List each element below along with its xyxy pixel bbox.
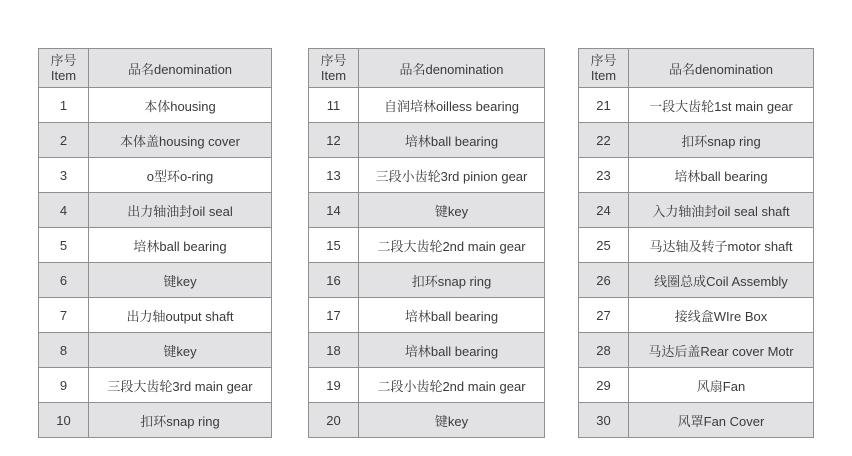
item-number-cell: 23: [579, 158, 629, 193]
denomination-cell: 培林ball bearing: [89, 228, 272, 263]
table-row: [39, 88, 272, 123]
item-number-cell: 26: [579, 263, 629, 298]
table-row: [39, 158, 272, 193]
item-column-header: [579, 49, 629, 88]
denomination-column-header: 品名denomination: [359, 49, 545, 88]
table-row: [579, 193, 814, 228]
table-row: [309, 403, 545, 438]
item-number-cell: 19: [309, 368, 359, 403]
denomination-cell: 扣环snap ring: [629, 123, 814, 158]
denomination-cell: 二段大齿轮2nd main gear: [359, 228, 545, 263]
item-header-en: Item: [320, 68, 347, 83]
denomination-cell: 线圈总成Coil Assembly: [629, 263, 814, 298]
item-number-cell: 22: [579, 123, 629, 158]
parts-table-items-21-30: [578, 48, 814, 438]
item-number-cell: 6: [39, 263, 89, 298]
table-row: [579, 333, 814, 368]
table-row: [579, 368, 814, 403]
table-row: [39, 403, 272, 438]
denomination-cell: 一段大齿轮1st main gear: [629, 88, 814, 123]
denomination-column-header: 品名denomination: [89, 49, 272, 88]
item-column-header: [39, 49, 89, 88]
item-number-cell: 20: [309, 403, 359, 438]
item-header-cn: 序号: [320, 53, 347, 68]
item-header-en: Item: [590, 68, 617, 83]
table-row: [39, 368, 272, 403]
item-number-cell: 4: [39, 193, 89, 228]
table-row: [39, 298, 272, 333]
denomination-cell: 培林ball bearing: [359, 333, 545, 368]
item-number-cell: 25: [579, 228, 629, 263]
item-number-cell: 11: [309, 88, 359, 123]
item-number-cell: 9: [39, 368, 89, 403]
table-row: [579, 123, 814, 158]
denomination-cell: 本体盖housing cover: [89, 123, 272, 158]
table-row: [309, 228, 545, 263]
item-number-cell: 14: [309, 193, 359, 228]
table-row: [39, 193, 272, 228]
denomination-cell: 二段小齿轮2nd main gear: [359, 368, 545, 403]
denomination-cell: 风扇Fan: [629, 368, 814, 403]
item-number-cell: 15: [309, 228, 359, 263]
denomination-cell: 本体housing: [89, 88, 272, 123]
table-row: [39, 333, 272, 368]
item-number-cell: 17: [309, 298, 359, 333]
table-row: [579, 158, 814, 193]
item-number-cell: 21: [579, 88, 629, 123]
denomination-cell: 培林ball bearing: [359, 123, 545, 158]
item-number-cell: 24: [579, 193, 629, 228]
parts-table-items-1-10: [38, 48, 272, 438]
parts-table-items-11-20: [308, 48, 545, 438]
denomination-cell: 扣环snap ring: [89, 403, 272, 438]
item-number-cell: 30: [579, 403, 629, 438]
item-number-cell: 5: [39, 228, 89, 263]
table-row: [39, 228, 272, 263]
table-row: [579, 263, 814, 298]
table-row: [309, 333, 545, 368]
denomination-cell: 培林ball bearing: [629, 158, 814, 193]
item-header-en: Item: [50, 68, 77, 83]
item-number-cell: 1: [39, 88, 89, 123]
table-row: [579, 88, 814, 123]
item-header-cn: 序号: [50, 53, 77, 68]
denomination-cell: 马达轴及转子motor shaft: [629, 228, 814, 263]
item-number-cell: 27: [579, 298, 629, 333]
item-number-cell: 28: [579, 333, 629, 368]
item-number-cell: 2: [39, 123, 89, 158]
denomination-cell: 自润培林oilless bearing: [359, 88, 545, 123]
table-row: [39, 263, 272, 298]
item-column-header: [309, 49, 359, 88]
denomination-cell: 三段大齿轮3rd main gear: [89, 368, 272, 403]
table-header-row: [579, 49, 814, 88]
denomination-cell: 键key: [89, 333, 272, 368]
table-row: [39, 123, 272, 158]
item-number-cell: 7: [39, 298, 89, 333]
denomination-cell: 入力轴油封oil seal shaft: [629, 193, 814, 228]
denomination-cell: 出力轴油封oil seal: [89, 193, 272, 228]
table-row: [309, 263, 545, 298]
table-row: [309, 88, 545, 123]
item-number-cell: 29: [579, 368, 629, 403]
denomination-cell: 接线盒WIre Box: [629, 298, 814, 333]
table-row: [309, 368, 545, 403]
denomination-cell: 键key: [359, 193, 545, 228]
denomination-cell: 出力轴output shaft: [89, 298, 272, 333]
table-row: [579, 228, 814, 263]
denomination-cell: 马达后盖Rear cover Motr: [629, 333, 814, 368]
denomination-cell: 三段小齿轮3rd pinion gear: [359, 158, 545, 193]
table-header-row: [309, 49, 545, 88]
item-number-cell: 3: [39, 158, 89, 193]
table-row: [579, 298, 814, 333]
item-number-cell: 12: [309, 123, 359, 158]
denomination-cell: 键key: [359, 403, 545, 438]
table-row: [309, 193, 545, 228]
item-number-cell: 16: [309, 263, 359, 298]
table-row: [579, 403, 814, 438]
denomination-cell: 键key: [89, 263, 272, 298]
item-number-cell: 8: [39, 333, 89, 368]
denomination-cell: 风罩Fan Cover: [629, 403, 814, 438]
item-header-cn: 序号: [590, 53, 617, 68]
item-number-cell: 18: [309, 333, 359, 368]
denomination-cell: 扣环snap ring: [359, 263, 545, 298]
denomination-cell: 培林ball bearing: [359, 298, 545, 333]
denomination-column-header: 品名denomination: [629, 49, 814, 88]
table-row: [309, 158, 545, 193]
item-number-cell: 10: [39, 403, 89, 438]
table-header-row: [39, 49, 272, 88]
table-row: [309, 298, 545, 333]
table-row: [309, 123, 545, 158]
item-number-cell: 13: [309, 158, 359, 193]
denomination-cell: o型环o-ring: [89, 158, 272, 193]
